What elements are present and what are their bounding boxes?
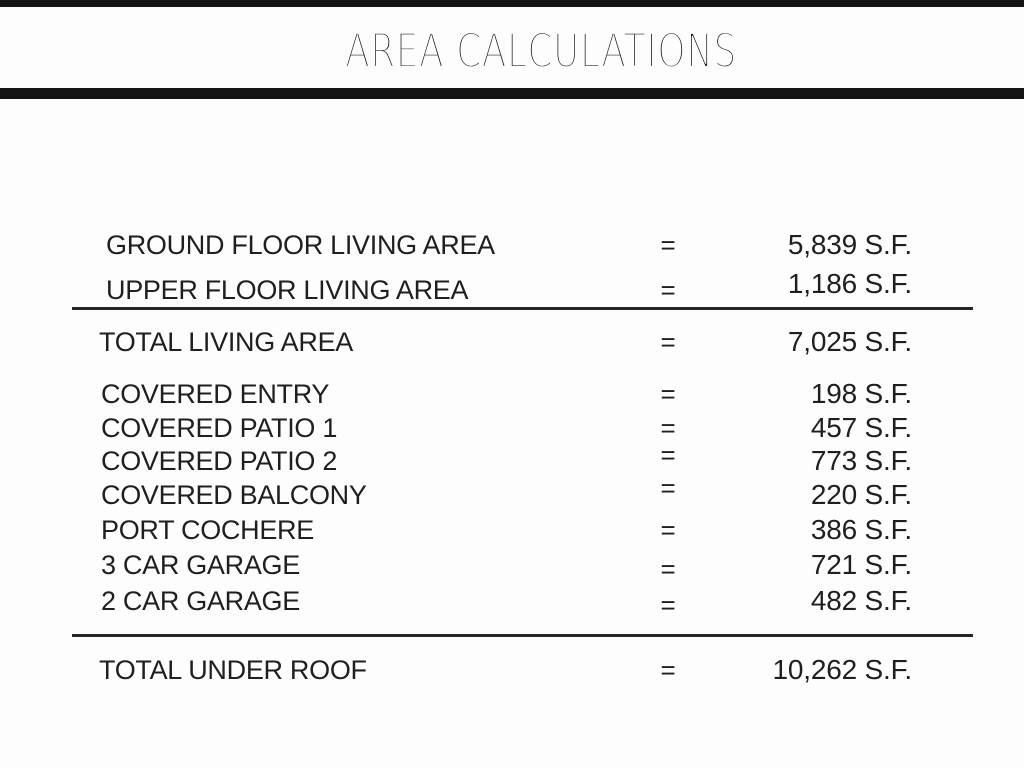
equals-sign: = <box>660 655 676 685</box>
living-area-subtotal-rule <box>72 307 973 310</box>
row-value: 386 S.F. <box>810 514 912 545</box>
row-label: 2 CAR GARAGE <box>101 586 300 616</box>
equals-sign: = <box>660 230 676 260</box>
equals-sign: = <box>660 413 676 443</box>
row-label: TOTAL LIVING AREA <box>99 327 353 357</box>
row-label: 3 CAR GARAGE <box>101 550 300 580</box>
equals-sign: = <box>660 327 676 357</box>
equals-sign: = <box>660 275 676 305</box>
table-row <box>0 473 1024 510</box>
row-value: 10,262 S.F. <box>772 654 912 685</box>
row-label: COVERED ENTRY <box>101 379 330 409</box>
table-row <box>0 379 1024 409</box>
equals-sign: = <box>660 379 676 409</box>
page-title: AREA CALCULATIONS <box>345 26 737 78</box>
row-label: UPPER FLOOR LIVING AREA <box>106 275 469 305</box>
table-row <box>0 549 1024 584</box>
row-value: 7,025 S.F. <box>787 326 912 357</box>
table-row <box>0 268 1024 305</box>
row-label: COVERED PATIO 1 <box>101 413 338 443</box>
table-row <box>0 585 1024 620</box>
equals-sign: = <box>660 515 676 545</box>
row-label: COVERED PATIO 2 <box>101 446 338 476</box>
under-roof-total-rule <box>72 634 973 637</box>
equals-sign: = <box>660 440 676 470</box>
row-label: PORT COCHERE <box>101 515 314 545</box>
table-row <box>0 515 1024 545</box>
table-row <box>0 327 1024 357</box>
table-row <box>0 655 1024 685</box>
equals-sign: = <box>660 554 676 584</box>
row-value: 1,186 S.F. <box>787 268 912 299</box>
table-row <box>0 440 1024 476</box>
row-value: 773 S.F. <box>810 445 912 476</box>
table-row <box>0 230 1024 260</box>
row-value: 198 S.F. <box>810 378 912 409</box>
row-value: 721 S.F. <box>810 549 912 580</box>
row-value: 457 S.F. <box>810 412 912 443</box>
row-label: COVERED BALCONY <box>101 480 367 510</box>
table-row <box>0 413 1024 443</box>
row-label: GROUND FLOOR LIVING AREA <box>106 230 495 260</box>
equals-sign: = <box>660 473 676 503</box>
row-label: TOTAL UNDER ROOF <box>99 655 367 685</box>
row-value: 5,839 S.F. <box>787 229 912 260</box>
row-value: 220 S.F. <box>810 479 912 510</box>
equals-sign: = <box>660 590 676 620</box>
row-value: 482 S.F. <box>810 585 912 616</box>
